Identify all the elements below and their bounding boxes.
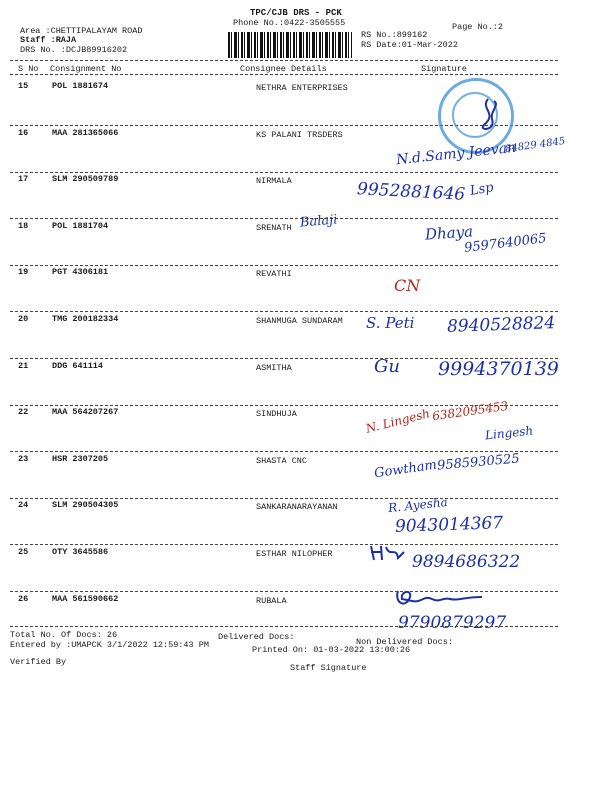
non-delivered-docs: Non Delivered Docs: <box>356 637 453 647</box>
row-consignee: SHANMUGA SUNDARAM <box>256 316 343 326</box>
handwritten-phone-21: 9994370139 <box>438 358 559 380</box>
phone-number: Phone No.:0422-3505555 <box>233 18 346 28</box>
row-consignee: ASMITHA <box>256 362 292 373</box>
total-docs: Total No. Of Docs: 26 <box>10 630 118 640</box>
row-sno: 23 <box>18 453 29 464</box>
rs-date: RS Date:01-Mar-2022 <box>361 40 458 50</box>
handwritten-name-16: N.d.Samy Jeevan <box>395 139 517 169</box>
document-title: TPC/CJB DRS - PCK <box>250 8 342 18</box>
handwritten-phone-25: 9894686322 <box>412 552 521 572</box>
row-consignment-no: PGT 4306181 <box>52 267 109 278</box>
row-consignee: RUBALA <box>256 595 287 606</box>
row-consignment-no: MAA 281365066 <box>52 127 119 138</box>
handwritten-phone-16: 84829 4845 <box>504 135 566 156</box>
row-sno: 24 <box>18 500 29 511</box>
row-divider <box>10 218 558 219</box>
verified-by: Verified By <box>10 657 67 667</box>
handwritten-phone-22: 6382095453 <box>431 398 509 424</box>
handwritten-inline-18: Balaji <box>299 212 338 231</box>
row-consignee: REVATHI <box>256 269 292 280</box>
row-sno: 15 <box>18 81 29 91</box>
handwritten-mark-19: CN <box>394 276 421 295</box>
row-consignee: SHASTA CNC <box>256 455 308 466</box>
handwritten-sign-17: Lsp <box>468 180 495 199</box>
handwritten-phone-26: 9790879297 <box>398 613 507 633</box>
row-consignment-no: SLM 290509789 <box>52 174 119 185</box>
handwritten-phone-24: 9043014367 <box>394 513 504 537</box>
row-consignee: NIRMALA <box>256 176 292 187</box>
handwritten-name-22: N. Lingesh <box>364 406 432 436</box>
handwritten-sign-23: Gowtham <box>373 457 438 482</box>
row-consignment-no: OTY 3645586 <box>52 547 109 557</box>
row-divider <box>10 172 558 173</box>
signature-scribble-25 <box>368 542 408 564</box>
handwritten-name-24: R. Ayesha <box>387 494 449 516</box>
signature-scribble-26 <box>392 585 488 611</box>
row-divider <box>10 451 558 452</box>
handwritten-sign-20: S. Peti <box>366 314 415 332</box>
row-divider <box>10 498 558 499</box>
row-divider <box>10 265 558 266</box>
row-consignment-no: POL 1881674 <box>52 81 109 91</box>
row-consignee: KS PALANI TRSDERS <box>256 129 343 140</box>
delivered-docs: Delivered Docs: <box>218 632 295 642</box>
row-consignment-no: DDG 641114 <box>52 360 104 371</box>
row-sno: 25 <box>18 547 29 557</box>
barcode <box>228 32 352 58</box>
row-sno: 22 <box>18 407 29 418</box>
row-consignment-no: POL 1881704 <box>52 220 109 231</box>
row-sno: 26 <box>18 593 29 604</box>
column-sno: S No <box>18 64 39 74</box>
staff-label: Staff :RAJA <box>20 35 77 45</box>
drs-number: DRS No. :DCJB89916202 <box>20 45 128 55</box>
staff-signature: Staff Signature <box>290 663 367 673</box>
printed-on: Printed On: 01-03-2022 13:00:26 <box>252 645 411 655</box>
column-consignment: Consignment No <box>50 64 122 74</box>
row-consignee: SANKARANARAYANAN <box>256 502 338 513</box>
signature-scribble-15 <box>470 95 510 135</box>
row-consignment-no: TMG 200182334 <box>52 314 119 324</box>
header-divider-bottom <box>10 74 558 75</box>
row-consignment-no: HSR 2307205 <box>52 453 109 464</box>
handwritten-phone-18: 9597640065 <box>463 231 548 256</box>
handwritten-sign-21: Gu <box>374 356 400 377</box>
handwritten-phone-23: 9585930525 <box>436 451 521 474</box>
row-consignee: SRENATH <box>256 222 292 233</box>
rs-number: RS No.:899162 <box>361 30 428 40</box>
row-consignee: ESTHAR NILOPHER <box>256 549 333 559</box>
row-consignment-no: SLM 290504305 <box>52 500 119 511</box>
row-sno: 16 <box>18 127 29 138</box>
footer-divider <box>10 626 558 627</box>
row-consignee: NETHRA ENTERPRISES <box>256 83 348 93</box>
column-consignee: Consignee Details <box>240 64 327 74</box>
page-number: Page No.:2 <box>452 22 504 32</box>
column-signature: Signature <box>421 64 467 74</box>
row-sno: 17 <box>18 174 29 185</box>
row-sno: 21 <box>18 360 29 371</box>
handwritten-phone-20: 8940528824 <box>446 313 556 337</box>
row-consignment-no: MAA 564207267 <box>52 407 119 418</box>
handwritten-sign-22: Lingesh <box>484 423 534 443</box>
row-divider <box>10 311 558 312</box>
handwritten-sign-18: Dhaya <box>424 222 474 244</box>
row-sno: 20 <box>18 314 29 324</box>
entered-by: Entered by :UMAPCK 3/1/2022 12:59:43 PM <box>10 640 209 650</box>
row-consignment-no: MAA 561590662 <box>52 593 119 604</box>
row-sno: 18 <box>18 220 29 231</box>
row-consignee: SINDHUJA <box>256 409 297 420</box>
row-sno: 19 <box>18 267 29 278</box>
area-label: Area :CHETTIPALAYAM ROAD <box>20 26 143 36</box>
header-divider-top <box>10 60 558 61</box>
handwritten-phone-17: 9952881646 <box>356 179 466 205</box>
row-divider <box>10 544 558 545</box>
